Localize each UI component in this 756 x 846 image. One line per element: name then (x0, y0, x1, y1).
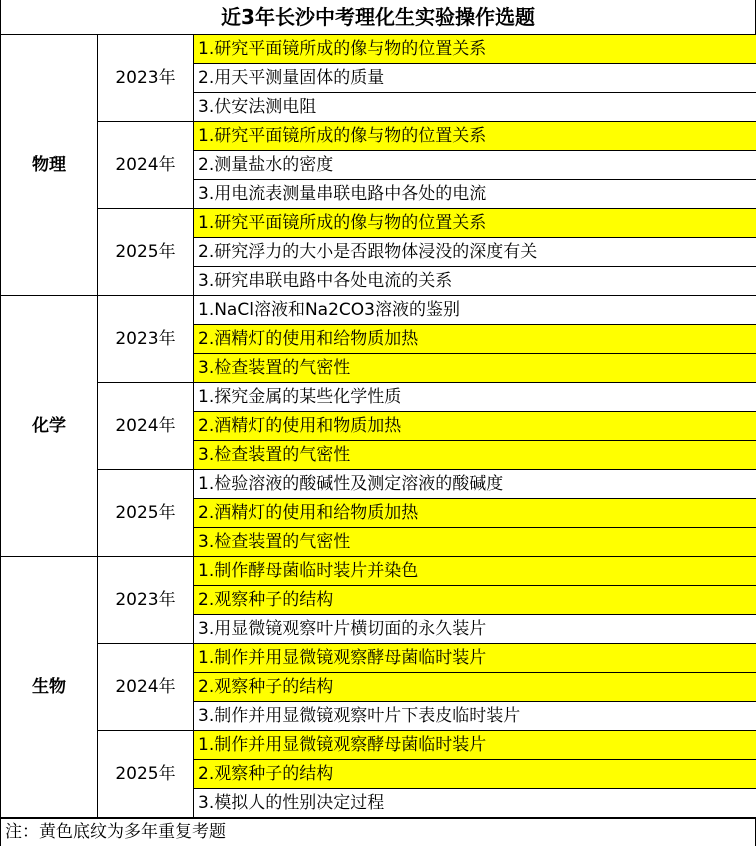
year-cell: 2024年 (98, 644, 194, 731)
experiment-item: 1.制作并用显微镜观察酵母菌临时装片 (194, 731, 756, 760)
table-row (1, 209, 756, 238)
table-row (1, 557, 756, 586)
year-cell: 2023年 (98, 557, 194, 644)
year-cell: 2025年 (98, 470, 194, 557)
experiment-item: 3.研究串联电路中各处电流的关系 (194, 267, 756, 296)
year-cell: 2023年 (98, 296, 194, 383)
table-row (1, 35, 756, 64)
table-row (1, 296, 756, 325)
exam-topics-table (0, 34, 756, 818)
experiment-item: 2.用天平测量固体的质量 (194, 64, 756, 93)
experiment-item: 2.酒精灯的使用和给物质加热 (194, 499, 756, 528)
table-body (1, 35, 756, 818)
experiment-item: 1.制作并用显微镜观察酵母菌临时装片 (194, 644, 756, 673)
table-row (1, 731, 756, 760)
experiment-item: 1.研究平面镜所成的像与物的位置关系 (194, 122, 756, 151)
year-cell: 2024年 (98, 122, 194, 209)
footnote: 注：黄色底纹为多年重复考题 (0, 818, 756, 846)
experiment-item: 1.研究平面镜所成的像与物的位置关系 (194, 209, 756, 238)
experiment-item: 3.模拟人的性别决定过程 (194, 789, 756, 818)
experiment-item: 1.探究金属的某些化学性质 (194, 383, 756, 412)
experiment-item: 2.酒精灯的使用和物质加热 (194, 412, 756, 441)
experiment-item: 3.伏安法测电阻 (194, 93, 756, 122)
table-row (1, 122, 756, 151)
year-cell: 2025年 (98, 209, 194, 296)
experiment-item: 3.检查装置的气密性 (194, 528, 756, 557)
experiment-item: 2.酒精灯的使用和给物质加热 (194, 325, 756, 354)
table-row (1, 470, 756, 499)
experiment-item: 3.用电流表测量串联电路中各处的电流 (194, 180, 756, 209)
experiment-item: 1.制作酵母菌临时装片并染色 (194, 557, 756, 586)
experiment-item: 3.制作并用显微镜观察叶片下表皮临时装片 (194, 702, 756, 731)
subject-cell: 物理 (1, 35, 98, 296)
experiment-item: 1.研究平面镜所成的像与物的位置关系 (194, 35, 756, 64)
page-title: 近3年长沙中考理化生实验操作选题 (0, 0, 756, 34)
year-cell: 2023年 (98, 35, 194, 122)
year-cell: 2024年 (98, 383, 194, 470)
experiment-item: 3.检查装置的气密性 (194, 354, 756, 383)
table-row (1, 644, 756, 673)
subject-cell: 化学 (1, 296, 98, 557)
experiment-item: 3.检查装置的气密性 (194, 441, 756, 470)
experiment-item: 2.观察种子的结构 (194, 760, 756, 789)
experiment-item: 2.观察种子的结构 (194, 586, 756, 615)
subject-cell: 生物 (1, 557, 98, 818)
experiment-item: 2.观察种子的结构 (194, 673, 756, 702)
experiment-item: 1.检验溶液的酸碱性及测定溶液的酸碱度 (194, 470, 756, 499)
experiment-item: 2.测量盐水的密度 (194, 151, 756, 180)
table-row (1, 383, 756, 412)
experiment-item: 3.用显微镜观察叶片横切面的永久装片 (194, 615, 756, 644)
experiment-item: 2.研究浮力的大小是否跟物体浸没的深度有关 (194, 238, 756, 267)
year-cell: 2025年 (98, 731, 194, 818)
experiment-item: 1.NaCl溶液和Na2CO3溶液的鉴别 (194, 296, 756, 325)
